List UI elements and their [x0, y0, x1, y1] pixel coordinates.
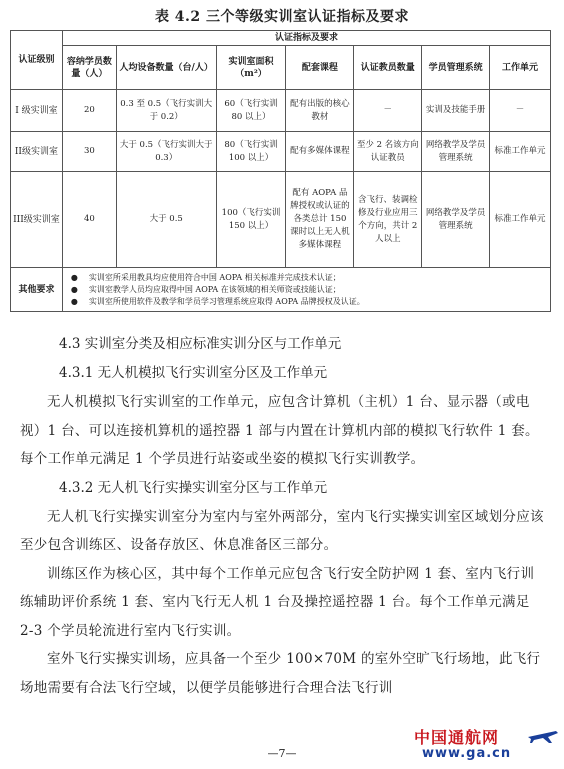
section-heading: 4.3 实训室分类及相应标准实训分区与工作单元: [59, 336, 342, 352]
header-workunit: 工作单元: [490, 46, 551, 90]
table-cell: 标准工作单元: [490, 132, 551, 172]
table-cell: 60（飞行实训 80 以上）: [216, 90, 286, 132]
body-text: [20, 330, 544, 702]
table-cell: 0.3 至 0.5（飞行实训大于 0.2）: [116, 90, 216, 132]
table-cell: 含飞行、装调检修及行业应用三个方向，共计 2 人以上: [354, 172, 422, 268]
header-devices: 人均设备数量（台/人）: [116, 46, 216, 90]
table-cell: －: [354, 90, 422, 132]
paragraph: 无人机模拟飞行实训室的工作单元，应包含计算机（主机）1 台、显示器（或电视）1 台、可以连接机算机的遥控器 1 部与内置在计算机内部的模拟飞行软件 1 套。每个工作单元满足 1 个学员进行站姿或坐姿的模拟飞行实训教学。: [20, 394, 539, 467]
level-cell: I 级实训室: [11, 90, 63, 132]
note-item: ● 实训室所使用软件及教学和学员学习管理系统应取得 AOPA 品牌授权及认证。: [70, 296, 365, 306]
table-cell: 80（飞行实训 100 以上）: [216, 132, 286, 172]
notes-label: 其他要求: [11, 268, 63, 312]
bullet-icon: ●: [70, 284, 78, 294]
table-cell: 网络教学及学员管理系统: [422, 172, 490, 268]
table-cell: 配有出版的核心教材: [286, 90, 354, 132]
table-cell: 大于 0.5: [116, 172, 216, 268]
table-cell: 标准工作单元: [490, 172, 551, 268]
note-item: ● 实训室教学人员均应取得中国 AOPA 在该领域的相关师资或技能认证；: [70, 284, 341, 294]
header-group: 认证指标及要求: [62, 31, 550, 46]
watermark-cn: 中国通航网: [414, 728, 500, 747]
notes-cell: [62, 268, 550, 312]
watermark-url: www.ga.cn: [422, 746, 512, 761]
table-cell: 网络教学及学员管理系统: [422, 132, 490, 172]
table-cell: 配有多媒体课程: [286, 132, 354, 172]
level-cell: II级实训室: [11, 132, 63, 172]
subsection-heading: 4.3.2 无人机飞行实操实训室分区与工作单元: [59, 479, 328, 496]
subsection-heading: 4.3.1 无人机模拟飞行实训室分区及工作单元: [59, 365, 328, 381]
header-capacity: 容纳学员数量（人）: [62, 46, 116, 90]
table-cell: 大于 0.5（飞行实训大于 0.3）: [116, 132, 216, 172]
header-courses: 配套课程: [286, 46, 354, 90]
table-cell: 至少 2 名该方向认证教员: [354, 132, 422, 172]
table-row: [11, 90, 551, 132]
table-row: [11, 172, 551, 268]
note-item: ● 实训室所采用教具均应使用符合中国 AOPA 相关标准并完成技术认证；: [70, 272, 341, 282]
plane-icon: [526, 725, 560, 745]
table-cell: 100（飞行实训 150 以上）: [216, 172, 286, 268]
watermark-logo: [414, 725, 562, 767]
notes-row: [11, 268, 551, 312]
table-cell: 20: [62, 90, 116, 132]
header-area: 实训室面积（m²）: [216, 46, 286, 90]
page-number: —7—: [267, 747, 297, 760]
table-cell: 30: [62, 132, 116, 172]
certification-table: [10, 30, 551, 312]
paragraph: 训练区作为核心区，其中每个工作单元应包含飞行安全防护网 1 套、室内飞行训练辅助评价系统 1 套、室内飞行无人机 1 台及操控遥控器 1 台。每个工作单元满足 2-3 个学员轮流进行室内飞行实训。: [20, 565, 535, 639]
header-management: 学员管理系统: [422, 46, 490, 90]
header-instructors: 认证教员数量: [354, 46, 422, 90]
bullet-icon: ●: [70, 296, 78, 306]
level-cell: III级实训室: [11, 172, 63, 268]
table-row: [11, 132, 551, 172]
bullet-icon: ●: [70, 272, 78, 282]
header-level: 认证级别: [11, 31, 63, 90]
paragraph: 室外飞行实操实训场，应具备一个至少 100×70M 的室外空旷飞行场地，此飞行场地需要有合法飞行空域，以便学员能够进行合理合法飞行训: [20, 651, 541, 696]
table-cell: 配有 AOPA 品牌授权或认证的各类总计 150 课时以上无人机多媒体课程: [286, 172, 354, 268]
table-caption: 表 4.2 三个等级实训室认证指标及要求: [154, 9, 410, 25]
paragraph: 无人机飞行实操实训室分为室内与室外两部分，室内飞行实操实训室区域划分应该至少包含训练区、设备存放区、休息准备区三部分。: [20, 508, 544, 553]
table-cell: －: [490, 90, 551, 132]
table-cell: 40: [62, 172, 116, 268]
table-cell: 实训及技能手册: [422, 90, 490, 132]
